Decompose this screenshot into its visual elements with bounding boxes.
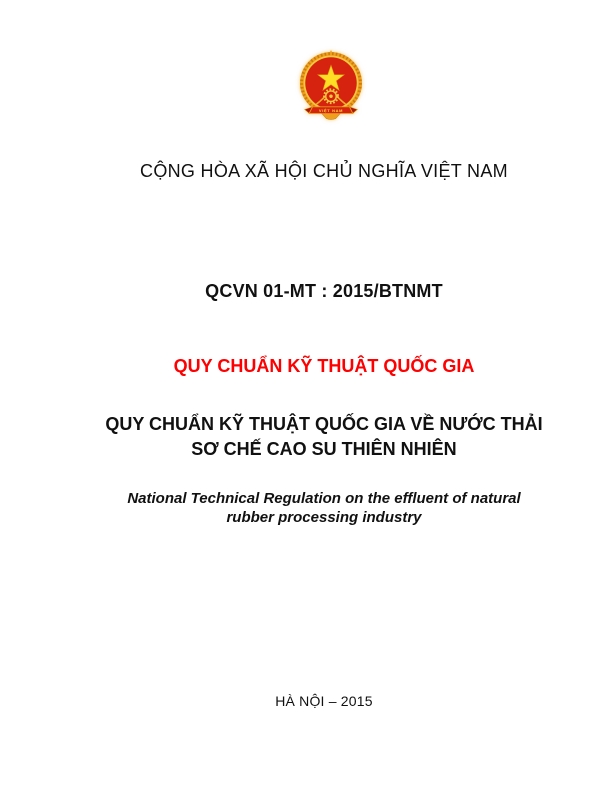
regulation-title-vi-line2: SƠ CHẾ CAO SU THIÊN NHIÊN bbox=[191, 439, 457, 459]
emblem-banner-label: VIỆT NAM bbox=[318, 107, 344, 113]
regulation-title-en bbox=[38, 489, 610, 527]
emblem-container bbox=[38, 50, 610, 129]
regulation-title-vi-line1: QUY CHUẨN KỸ THUẬT QUỐC GIA VỀ NƯỚC THẢI bbox=[105, 414, 543, 434]
vietnam-national-emblem-icon bbox=[298, 50, 364, 124]
regulation-title-red: QUY CHUẨN KỸ THUẬT QUỐC GIA bbox=[173, 356, 475, 376]
regulation-title-vi bbox=[38, 412, 610, 462]
country-title: CỘNG HÒA XÃ HỘI CHỦ NGHĨA VIỆT NAM bbox=[140, 161, 508, 181]
gear-hub-icon bbox=[329, 95, 332, 98]
document-code: QCVN 01-MT : 2015/BTNMT bbox=[205, 281, 443, 301]
emblem-base bbox=[322, 113, 340, 119]
regulation-title-en-line1: National Technical Regulation on the effluent of natural bbox=[127, 490, 521, 507]
place-year: HÀ NỘI – 2015 bbox=[275, 693, 373, 709]
regulation-title-en-line2: rubber processing industry bbox=[226, 509, 422, 526]
